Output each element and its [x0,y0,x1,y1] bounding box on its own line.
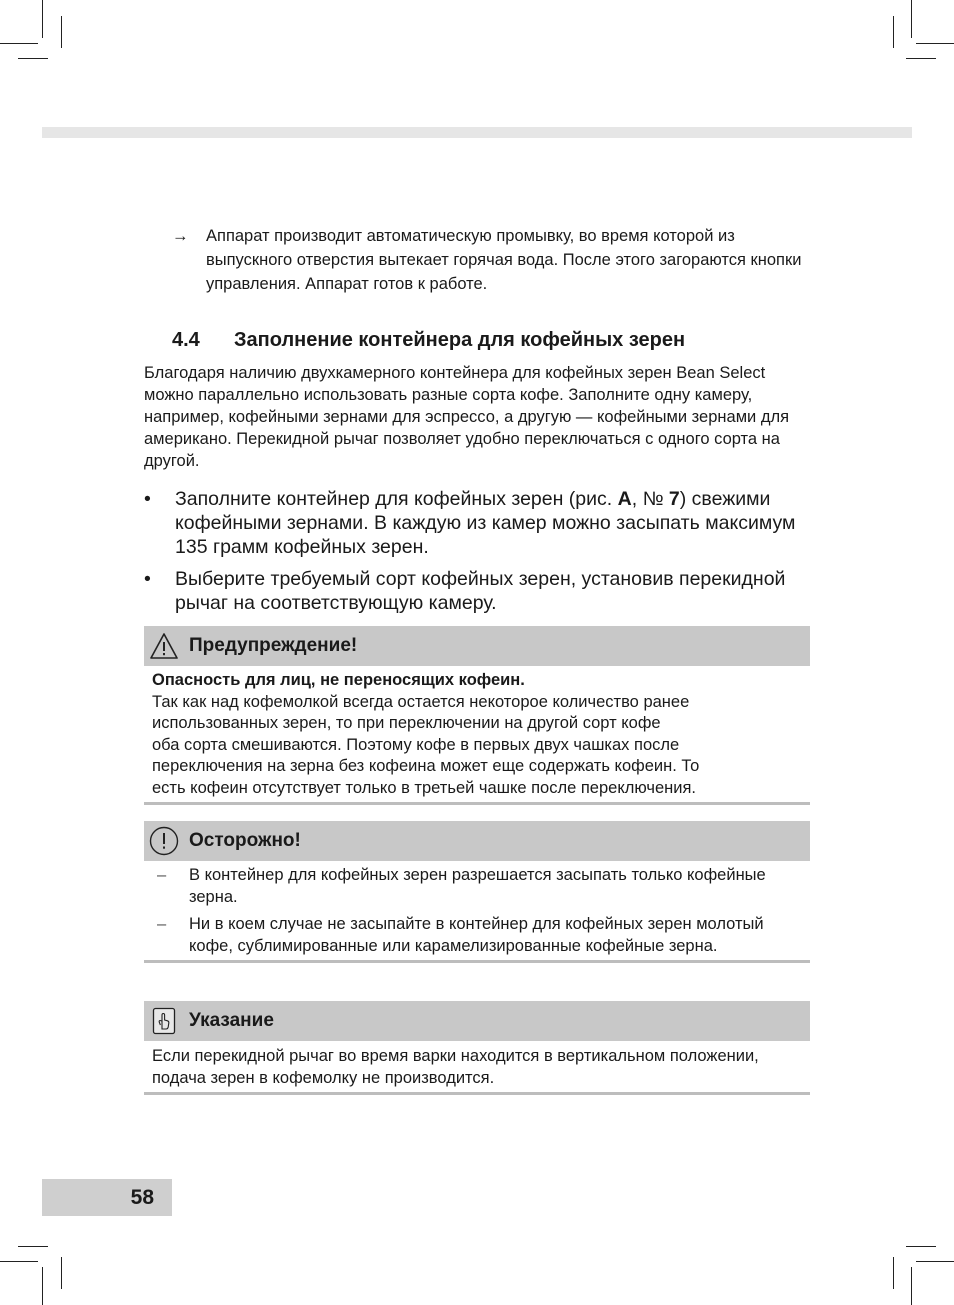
note-text: Если перекидной рычаг во время варки находится в вертикальном положении, подача зерен в кофемолку не производится. [152,1047,759,1087]
list-item-text: ) свежими кофейными зернами. В каждую из камер можно засыпать максимум 135 грамм кофейных зерен. [175,488,796,558]
divider [144,1092,810,1095]
warning-title: Предупреждение! [189,635,358,656]
warning-box [144,626,810,805]
crop-mark [906,58,936,59]
list-item-text: В контейнер для кофейных зерен разрешается засыпать только кофейные зерна. [189,866,766,906]
crop-mark [18,1246,48,1247]
crop-mark [61,16,62,48]
page-number-tab [42,1179,172,1216]
crop-mark [893,16,894,48]
crop-mark [61,1257,62,1289]
section-intro: Благодаря наличию двухкамерного контейнера для кофейных зерен Bean Select можно параллельно использовать разные сорта кофе. Заполните одну камеру, например, кофейными зернами для эспрессо, а другую — кофейными зернами для американо. Перекидной рычаг позволяет удобно переключаться с одного сорта на другой. [144,364,790,470]
crop-mark [42,0,43,38]
list-item-text: , № [631,488,669,510]
list-item-text: Ни в коем случае не засыпайте в контейнер для кофейных зерен молотый кофе, сублимированные или карамелизированные кофейные зерна. [189,915,764,955]
hand-pointing-icon [149,1006,179,1036]
divider [144,802,810,805]
warning-triangle-icon [149,631,179,661]
warning-line: переключения на зерна без кофеина может еще содержать кофеин. То [152,757,700,775]
note-title: Указание [189,1010,274,1031]
list-item [144,567,816,615]
crop-mark [42,1267,43,1305]
warning-line: оба сорта смешиваются. Поэтому кофе в первых двух чашках после [152,735,680,754]
warning-line: использованных зерен, то при переключении на другой сорт кофе [152,714,661,732]
figure-ref: A [617,488,632,510]
dash-icon: – [157,866,167,884]
crop-mark [906,1246,936,1247]
list-item-text: Заполните контейнер для кофейных зерен (рис. [175,488,618,510]
page-number: 58 [130,1186,154,1209]
item-number-ref: 7 [668,488,680,510]
warning-header [144,626,810,666]
caution-title: Осторожно! [189,830,301,851]
list-item [144,487,816,559]
list-item [152,865,802,908]
crop-mark [0,43,38,44]
section-heading [172,329,685,352]
crop-mark [911,1267,912,1305]
section-number: 4.4 [172,329,200,351]
arrow-icon: → [172,227,189,245]
result-note-text: Аппарат производит автоматическую промывку, во время которой из выпускного отверстия вытекает горячая вода. После этого загораются кнопки управления. Аппарат готов к работе. [206,227,802,293]
crop-mark [911,0,912,38]
exclamation-circle-icon [149,826,179,856]
crop-mark [0,1261,38,1262]
bullet-icon: • [144,488,151,510]
crop-mark [916,1261,954,1262]
warning-subtitle: Опасность для лиц, не переносящих кофеин. [152,671,525,689]
crop-mark [18,58,48,59]
divider [144,960,810,963]
caution-header [144,821,810,861]
header-band [42,127,912,138]
note-box [144,1001,810,1095]
section-title: Заполнение контейнера для кофейных зерен [234,329,686,351]
instruction-list [144,487,816,623]
caution-box [144,821,810,963]
bullet-icon: • [144,568,151,590]
list-item [152,914,802,957]
result-note [172,224,812,296]
dash-icon: – [157,915,167,933]
warning-line: Так как над кофемолкой всегда остается некоторое количество ранее [152,692,690,711]
note-header [144,1001,810,1041]
crop-mark [893,1257,894,1289]
list-item-text: Выберите требуемый сорт кофейных зерен, установив перекидной рычаг на соответствующую камеру. [175,568,786,614]
crop-mark [916,43,954,44]
warning-line: есть кофеин отсутствует только в третьей чашке после переключения. [152,778,696,797]
